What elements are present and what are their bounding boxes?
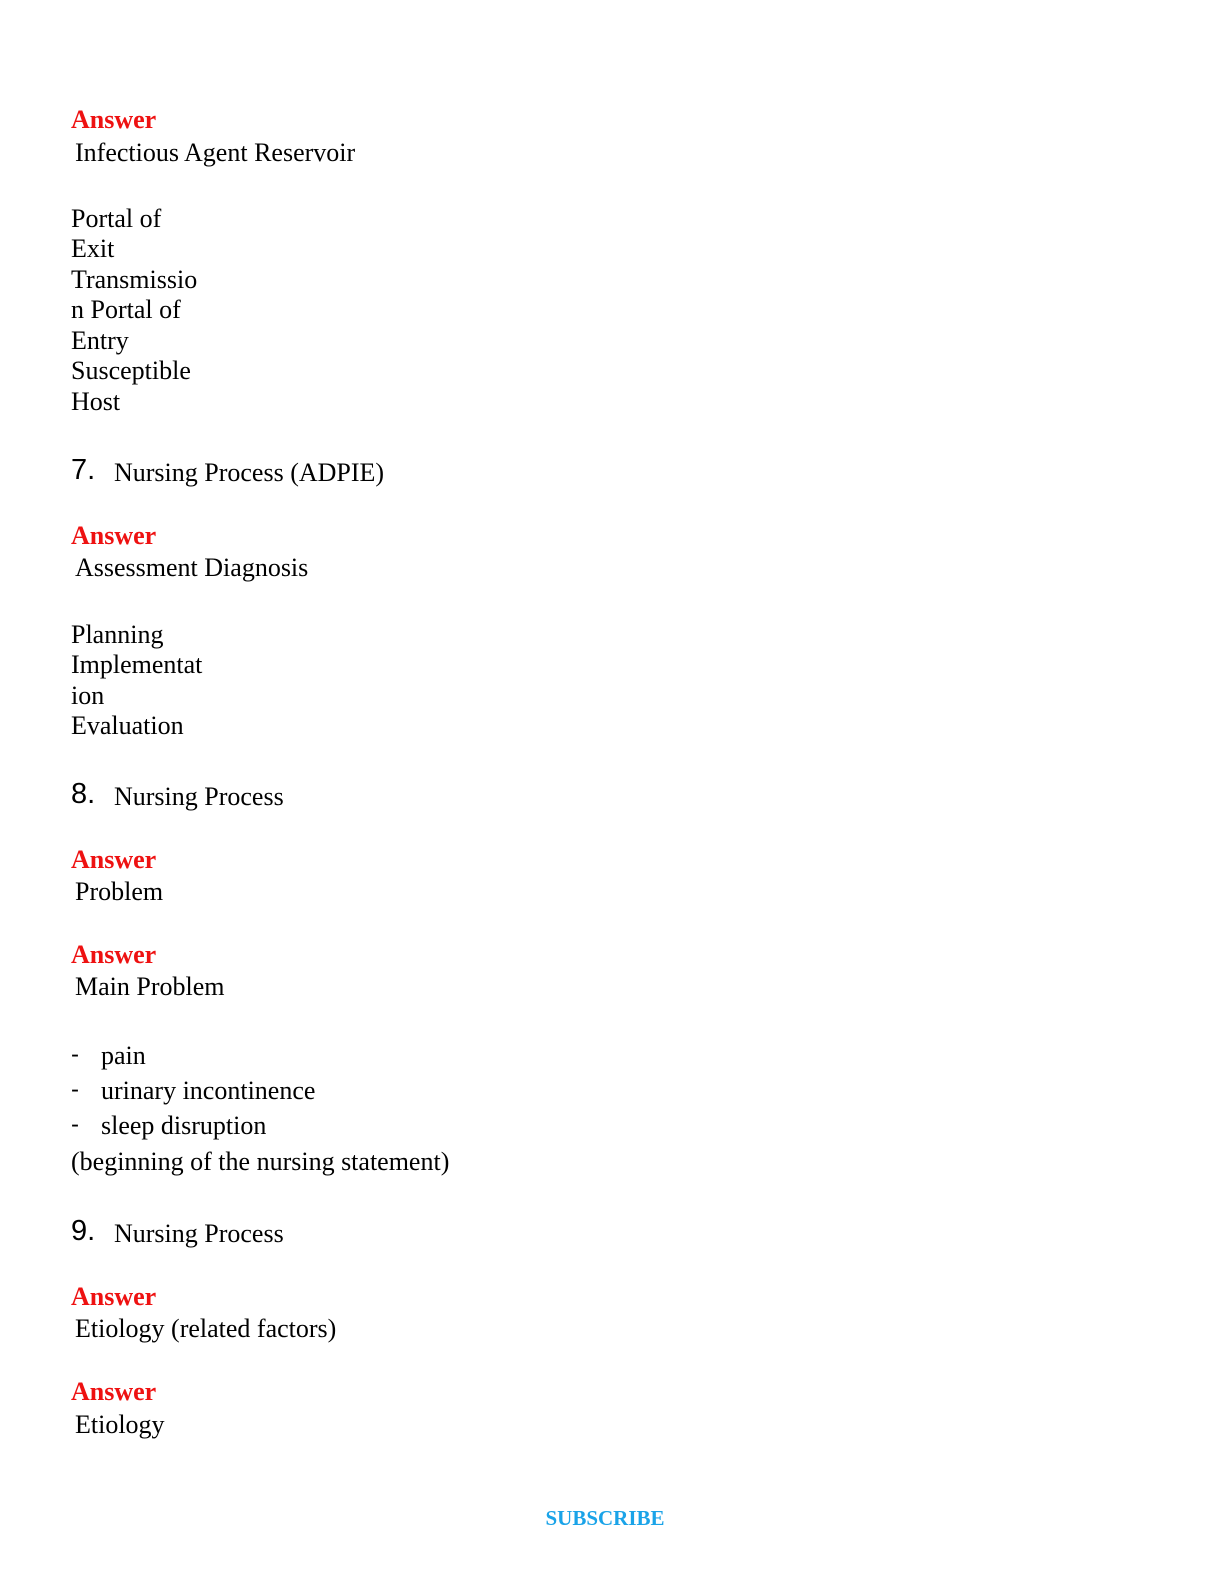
- answer-line: ion: [71, 681, 105, 710]
- question-title: Nursing Process: [114, 782, 284, 811]
- question-title: Nursing Process (ADPIE): [114, 458, 385, 487]
- note-text: (beginning of the nursing statement): [71, 1147, 450, 1176]
- answer-text: Main Problem: [75, 972, 225, 1001]
- bullet-item: sleep disruption: [101, 1111, 267, 1140]
- answer-line: Susceptible: [71, 356, 191, 385]
- answer-text: Etiology (related factors): [75, 1314, 337, 1343]
- answer-line: Exit: [71, 234, 115, 263]
- answer-line: Entry: [71, 326, 129, 355]
- answer-label: Answer: [71, 845, 157, 874]
- bullet-item: urinary incontinence: [101, 1076, 316, 1105]
- answer-label: Answer: [71, 1282, 157, 1311]
- question-number: 7.: [71, 454, 96, 486]
- answer-text: Etiology: [75, 1410, 165, 1439]
- subscribe-link[interactable]: SUBSCRIBE: [545, 1506, 665, 1530]
- bullet-item: pain: [101, 1041, 146, 1070]
- answer-line: Portal of: [71, 204, 162, 233]
- bullet-dash: -: [71, 1111, 79, 1138]
- question-title: Nursing Process: [114, 1219, 284, 1248]
- answer-label: Answer: [71, 105, 157, 134]
- answer-text: Assessment Diagnosis: [75, 553, 309, 582]
- bullet-dash: -: [71, 1041, 79, 1068]
- answer-line: Transmissio: [71, 265, 198, 294]
- answer-line: Evaluation: [71, 711, 184, 740]
- answer-label: Answer: [71, 1377, 157, 1406]
- bullet-dash: -: [71, 1076, 79, 1103]
- answer-line: n Portal of: [71, 295, 181, 324]
- answer-text: Problem: [75, 877, 164, 906]
- question-number: 8.: [71, 778, 96, 810]
- answer-label: Answer: [71, 940, 157, 969]
- answer-label: Answer: [71, 521, 157, 550]
- answer-line: Host: [71, 387, 121, 416]
- answer-text: Infectious Agent Reservoir: [75, 138, 356, 167]
- answer-line: Implementat: [71, 650, 203, 679]
- answer-line: Planning: [71, 620, 164, 649]
- question-number: 9.: [71, 1215, 96, 1247]
